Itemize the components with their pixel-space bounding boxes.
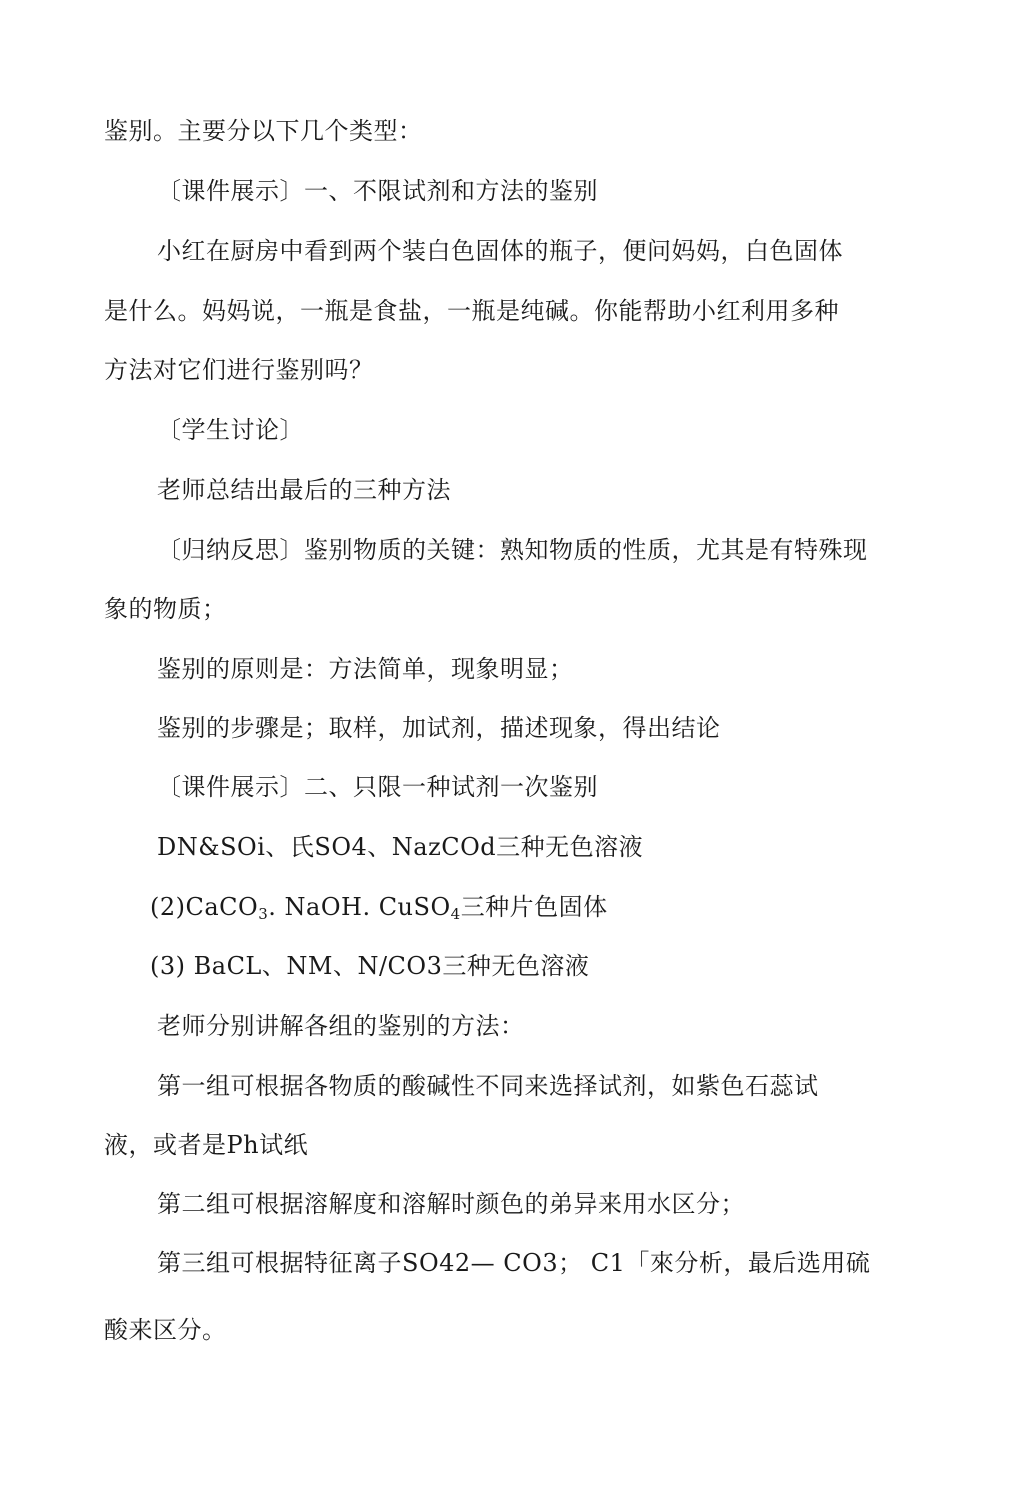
- paragraph-group-1-method-line-2: 液，或者是Ph试纸: [104, 1131, 309, 1159]
- formula-prefix: (2)CaCO: [150, 893, 259, 921]
- paragraph-group-3-method-line-2: 酸来区分。: [104, 1316, 227, 1344]
- formula-subscript-1: 3: [258, 905, 269, 923]
- paragraph-teacher-summary: 老师总结出最后的三种方法: [157, 476, 451, 504]
- paragraph-reflection-line-1: 〔归纳反思〕鉴别物质的关键：熟知物质的性质，尤其是有特殊现: [157, 536, 868, 564]
- student-discussion-label: 〔学生讨论〕: [157, 416, 304, 444]
- paragraph-group-1-method-line-1: 第一组可根据各物质的酸碱性不同来选择试剂，如紫色石蕊试: [157, 1072, 819, 1100]
- formula-subscript-2: 4: [450, 905, 461, 923]
- paragraph-reflection-line-2: 象的物质；: [104, 595, 227, 623]
- paragraph-question-line-3: 方法对它们进行鉴别吗？: [104, 356, 374, 384]
- paragraph-question-line-1: 小红在厨房中看到两个装白色固体的瓶子，便问妈妈，白色固体: [157, 237, 843, 265]
- paragraph-steps: 鉴别的步骤是；取样，加试剂，描述现象，得出结论: [157, 714, 721, 742]
- list-item-group-3: (3) BaCL、NM、N/CO3三种无色溶液: [150, 952, 590, 980]
- paragraph-principle: 鉴别的原则是：方法简单，现象明显；: [157, 655, 574, 683]
- paragraph-question-line-2: 是什么。妈妈说，一瓶是食盐，一瓶是纯碱。你能帮助小红利用多种: [104, 297, 839, 325]
- paragraph-group-3-method-line-1: 第三组可根据特征离子SO42— CO3； C1「來分析，最后选用硫: [157, 1249, 871, 1277]
- section-heading-1: 〔课件展示〕一、不限试剂和方法的鉴别: [157, 177, 598, 205]
- list-item-group-1: DN&SOi、氏SO4、NazCOd三种无色溶液: [157, 833, 644, 861]
- formula-middle: . NaOH. CuSO: [268, 893, 451, 921]
- paragraph-teacher-explains: 老师分别讲解各组的鉴别的方法：: [157, 1012, 525, 1040]
- paragraph-intro: 鉴别。主要分以下几个类型：: [104, 117, 423, 145]
- formula-suffix: 三种片色固体: [460, 893, 608, 921]
- list-item-group-2: [150, 892, 608, 922]
- paragraph-group-2-method: 第二组可根据溶解度和溶解时颜色的弟异来用水区分；: [157, 1190, 745, 1218]
- section-heading-2: 〔课件展示〕二、只限一种试剂一次鉴别: [157, 773, 598, 801]
